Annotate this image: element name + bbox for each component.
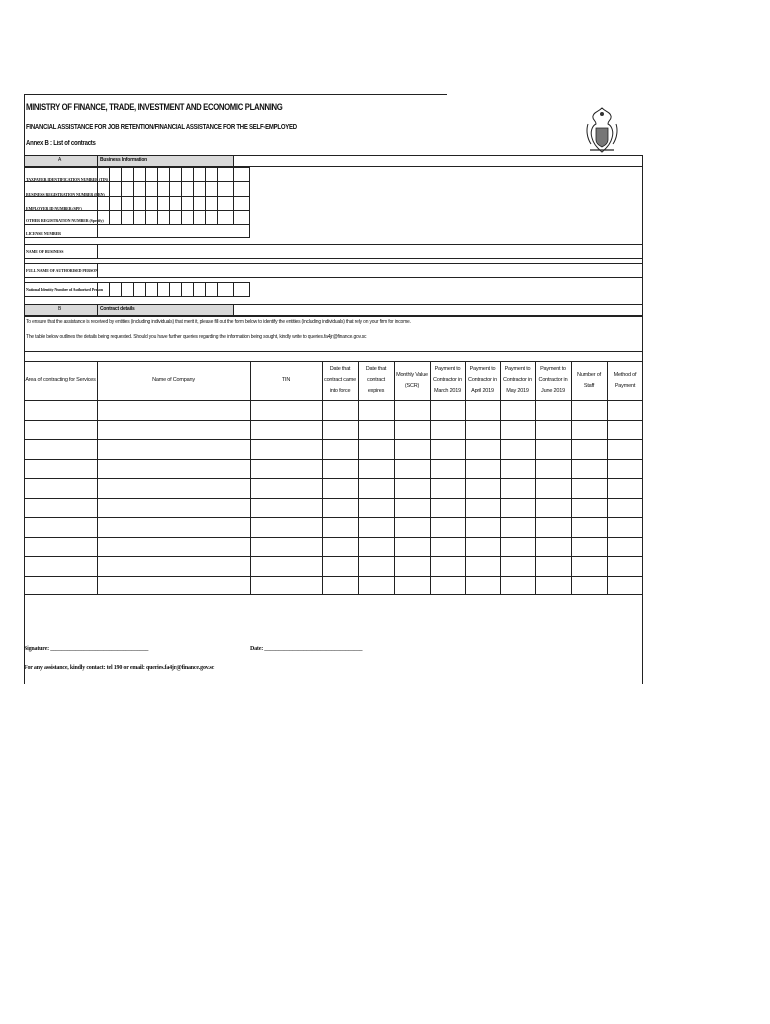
table-input-cell[interactable] [501,518,534,536]
table-input-cell[interactable] [431,518,464,536]
license-number-input[interactable] [99,226,248,236]
coat-of-arms-icon [584,106,620,156]
table-input-cell[interactable] [501,557,534,575]
table-input-cell[interactable] [608,421,642,439]
table-input-cell[interactable] [608,460,642,478]
table-header-label: Number of Staff [577,371,601,389]
id-digit-cell[interactable] [194,211,204,223]
table-input-cell[interactable] [466,577,499,595]
table-header-cell [501,362,534,399]
table-header-label: Payment to Contractor in June 2019 [538,366,568,394]
table-input-cell[interactable] [251,518,321,536]
table-input-cell[interactable] [608,577,642,595]
id-digit-cell[interactable] [122,168,132,180]
table-input-cell[interactable] [98,499,249,517]
id-digit-cell[interactable] [194,197,204,209]
table-header-cell [466,362,499,399]
table-header-label: Area of contracting for Services [25,377,96,383]
section-b-title: Contract details [100,306,135,312]
table-input-cell[interactable] [466,421,499,439]
id-digit-cell[interactable] [98,182,108,195]
table-input-cell[interactable] [572,557,606,575]
table-header-cell [251,362,321,399]
table-input-cell[interactable] [608,557,642,575]
table-input-cell[interactable] [251,440,321,458]
table-input-cell[interactable] [395,440,429,458]
id-digit-cell[interactable] [170,182,180,195]
ministry-title: MINISTRY OF FINANCE, TRADE, INVESTMENT AND ECONOMIC PLANNING [26,102,283,112]
table-input-cell[interactable] [251,460,321,478]
id-digit-cell[interactable] [194,168,204,180]
id-digit-cell[interactable] [98,211,108,223]
id-grid-row-line [24,224,250,225]
table-input-cell[interactable] [536,577,570,595]
id-digit-cell[interactable] [134,197,144,209]
table-input-cell[interactable] [323,460,357,478]
id-digit-cell[interactable] [182,211,192,223]
id-digit-cell[interactable] [206,211,216,223]
table-input-cell[interactable] [431,401,464,419]
signature-line[interactable]: Signature: ___________________________________ [24,646,149,652]
table-input-cell[interactable] [536,479,570,497]
table-input-cell[interactable] [323,518,357,536]
table-input-cell[interactable] [536,460,570,478]
table-header-cell [323,362,357,399]
id-digit-cell[interactable] [146,197,156,209]
table-input-cell[interactable] [25,440,96,458]
table-header-label: Payment to Contractor in April 2019 [468,366,497,394]
table-input-cell[interactable] [395,479,429,497]
table-input-cell[interactable] [536,421,570,439]
id-digit-cell[interactable] [194,182,204,195]
table-input-cell[interactable] [395,557,429,575]
table-input-cell[interactable] [323,479,357,497]
national-id-label: National Identity Number of Authorised Person [26,287,103,292]
section-a-title: Business Information [100,157,148,163]
business-name-divider [97,244,98,259]
table-input-cell[interactable] [536,518,570,536]
table-input-cell[interactable] [25,499,96,517]
table-input-cell[interactable] [323,440,357,458]
id-digit-cell[interactable] [146,168,156,180]
table-input-cell[interactable] [251,479,321,497]
id-digit-cell[interactable] [234,197,249,209]
business-name-label: NAME OF BUSINESS [26,249,64,254]
tin-label: TAXPAYER IDENTIFICATION NUMBER (TIN) [26,177,109,182]
id-digit-cell[interactable] [206,182,216,195]
national-id-digit-cell[interactable] [218,283,232,296]
business-name-input[interactable] [99,246,641,257]
table-input-cell[interactable] [431,557,464,575]
table-input-cell[interactable] [98,460,249,478]
table-input-cell[interactable] [323,538,357,556]
table-input-cell[interactable] [323,557,357,575]
table-input-cell[interactable] [395,401,429,419]
table-input-cell[interactable] [323,421,357,439]
table-input-cell[interactable] [501,401,534,419]
top-rule [24,94,447,95]
table-input-cell[interactable] [359,440,393,458]
table-input-cell[interactable] [251,557,321,575]
section-b-header-filler [233,304,643,316]
table-input-cell[interactable] [25,518,96,536]
id-digit-cell[interactable] [170,168,180,180]
table-input-cell[interactable] [466,401,499,419]
table-input-cell[interactable] [431,440,464,458]
id-digit-cell[interactable] [98,168,108,180]
table-input-cell[interactable] [466,440,499,458]
national-id-digit-cell[interactable] [194,283,204,296]
table-input-cell[interactable] [98,401,249,419]
table-input-cell[interactable] [431,479,464,497]
table-header-label: Payment to Contractor in May 2019 [503,366,532,394]
table-input-cell[interactable] [608,440,642,458]
id-digit-cell[interactable] [110,182,120,195]
section-a-letter: A [58,157,62,163]
table-input-cell[interactable] [608,401,642,419]
national-id-digit-cell[interactable] [206,283,216,296]
id-digit-cell[interactable] [110,211,120,223]
table-input-cell[interactable] [251,538,321,556]
national-id-digit-cell[interactable] [158,283,168,296]
table-header-cell [25,362,96,399]
contact-info: For any assistance, kindly contact: tel 190 or email: queries.fa4jr@finance.gov.sc [24,665,215,671]
table-input-cell[interactable] [25,479,96,497]
table-input-cell[interactable] [25,460,96,478]
table-input-cell[interactable] [466,538,499,556]
id-digit-cell[interactable] [218,211,232,223]
id-digit-cell[interactable] [206,168,216,180]
national-id-digit-cell[interactable] [98,283,108,296]
table-input-cell[interactable] [431,538,464,556]
national-id-digit-cell[interactable] [234,283,249,296]
table-input-cell[interactable] [431,499,464,517]
table-input-cell[interactable] [572,499,606,517]
table-input-cell[interactable] [572,577,606,595]
table-header-label: TIN [281,377,291,383]
table-input-cell[interactable] [608,518,642,536]
id-digit-cell[interactable] [158,168,168,180]
table-header-cell [431,362,464,399]
table-input-cell[interactable] [466,479,499,497]
other-reg-label: OTHER REGISTRATION NUMBER (Specify) [26,218,104,223]
table-input-cell[interactable] [536,538,570,556]
id-digit-cell[interactable] [170,197,180,209]
id-digit-cell[interactable] [134,211,144,223]
table-input-cell[interactable] [572,440,606,458]
program-title: FINANCIAL ASSISTANCE FOR JOB RETENTION/FINANCIAL ASSISTANCE FOR THE SELF-EMPLOYED [26,124,297,131]
national-id-digit-cell[interactable] [146,283,156,296]
table-input-cell[interactable] [359,401,393,419]
table-input-cell[interactable] [359,557,393,575]
table-header-label: Method of Payment [613,371,637,389]
table-header-cell [608,362,642,399]
id-digit-cell[interactable] [158,197,168,209]
table-input-cell[interactable] [98,538,249,556]
table-input-cell[interactable] [466,557,499,575]
table-input-cell[interactable] [359,460,393,478]
table-input-cell[interactable] [608,479,642,497]
table-header-cell [536,362,570,399]
table-input-cell[interactable] [395,421,429,439]
section-b-letter: B [58,306,62,312]
table-input-cell[interactable] [501,479,534,497]
license-label: LICENSE NUMBER [26,231,61,236]
national-id-digit-cell[interactable] [170,283,180,296]
table-header-cell [98,362,249,399]
table-input-cell[interactable] [323,577,357,595]
table-input-cell[interactable] [501,460,534,478]
table-input-cell[interactable] [536,440,570,458]
table-input-cell[interactable] [395,538,429,556]
table-input-cell[interactable] [395,460,429,478]
table-header-label: Payment to Contractor in March 2019 [433,366,462,394]
id-digit-cell[interactable] [218,168,232,180]
table-header-cell [395,362,429,399]
instruction-text-1: To ensure that the assistance is received by entities (including individuals) that merit it, please fill out the form below to identify the entities (including individuals) that rely on your firm for income. [26,319,411,325]
table-header-label: Monthly Value (SCR) [396,371,428,389]
annex-title: Annex B : List of contracts [26,140,96,147]
table-input-cell[interactable] [395,499,429,517]
national-id-digit-cell[interactable] [110,283,120,296]
id-digit-cell[interactable] [134,168,144,180]
spf-label: EMPLOYER ID NUMBER (SPF) [26,206,82,211]
table-input-cell[interactable] [431,421,464,439]
table-input-cell[interactable] [251,499,321,517]
national-id-digit-cell[interactable] [134,283,144,296]
table-input-cell[interactable] [431,460,464,478]
table-input-cell[interactable] [501,538,534,556]
table-input-cell[interactable] [98,577,249,595]
id-digit-cell[interactable] [110,197,120,209]
id-digit-cell[interactable] [206,197,216,209]
table-input-cell[interactable] [359,421,393,439]
table-input-cell[interactable] [323,499,357,517]
id-digit-cell[interactable] [98,197,108,209]
id-digit-cell[interactable] [234,168,249,180]
table-input-cell[interactable] [25,557,96,575]
table-input-cell[interactable] [466,460,499,478]
brn-label: BUSINESS REGISTRATION NUMBER (BRN) [26,192,105,197]
table-input-cell[interactable] [251,577,321,595]
table-input-cell[interactable] [25,401,96,419]
id-digit-cell[interactable] [146,211,156,223]
table-input-cell[interactable] [466,518,499,536]
table-input-cell[interactable] [572,479,606,497]
id-digit-cell[interactable] [234,182,249,195]
table-input-cell[interactable] [359,577,393,595]
table-input-cell[interactable] [501,499,534,517]
table-input-cell[interactable] [572,460,606,478]
table-input-cell[interactable] [501,440,534,458]
table-input-cell[interactable] [395,577,429,595]
table-input-cell[interactable] [25,421,96,439]
table-input-cell[interactable] [431,577,464,595]
section-a-header-filler [233,155,643,167]
id-digit-cell[interactable] [218,197,232,209]
table-input-cell[interactable] [501,577,534,595]
id-digit-cell[interactable] [122,197,132,209]
table-input-cell[interactable] [572,518,606,536]
table-header-cell [359,362,393,399]
id-digit-cell[interactable] [182,168,192,180]
table-input-cell[interactable] [608,538,642,556]
authorised-person-label: FULL NAME OF AUTHORISED PERSON [26,268,98,273]
table-input-cell[interactable] [25,538,96,556]
id-digit-cell[interactable] [110,168,120,180]
table-input-cell[interactable] [359,518,393,536]
table-input-cell[interactable] [98,557,249,575]
id-digit-cell[interactable] [134,182,144,195]
table-input-cell[interactable] [572,401,606,419]
id-digit-cell[interactable] [182,182,192,195]
table-input-cell[interactable] [98,421,249,439]
table-input-cell[interactable] [501,421,534,439]
table-input-cell[interactable] [98,518,249,536]
id-digit-cell[interactable] [158,211,168,223]
id-digit-cell[interactable] [234,211,249,223]
id-digit-cell[interactable] [158,182,168,195]
date-line[interactable]: Date: ___________________________________ [250,646,363,652]
table-header-label: Date that contract came into force [324,366,356,394]
national-id-digit-cell[interactable] [182,283,192,296]
table-input-cell[interactable] [251,401,321,419]
table-input-cell[interactable] [536,499,570,517]
table-input-cell[interactable] [323,401,357,419]
table-header-label: Date that contract expires [365,366,387,394]
table-input-cell[interactable] [536,557,570,575]
table-input-cell[interactable] [359,538,393,556]
table-input-cell[interactable] [608,499,642,517]
table-input-cell[interactable] [98,440,249,458]
table-header-label: Name of Company [152,377,195,383]
table-input-cell[interactable] [359,499,393,517]
table-input-cell[interactable] [395,518,429,536]
table-input-cell[interactable] [25,577,96,595]
table-input-cell[interactable] [466,499,499,517]
table-input-cell[interactable] [572,538,606,556]
authorised-person-input[interactable] [99,265,641,276]
id-digit-cell[interactable] [146,182,156,195]
id-digit-cell[interactable] [122,211,132,223]
table-input-cell[interactable] [536,401,570,419]
table-input-cell[interactable] [572,421,606,439]
id-digit-cell[interactable] [218,182,232,195]
table-header-cell [572,362,606,399]
table-input-cell[interactable] [251,421,321,439]
national-id-digit-cell[interactable] [122,283,132,296]
id-digit-cell[interactable] [170,211,180,223]
instruction-text-2: The table below outlines the details being requested. Should you have further queries regarding the information being sought, kindly write to queries.fa4jr@finance.gov.sc [26,334,367,340]
table-input-cell[interactable] [98,479,249,497]
table-input-cell[interactable] [359,479,393,497]
id-digit-cell[interactable] [122,182,132,195]
id-digit-cell[interactable] [182,197,192,209]
